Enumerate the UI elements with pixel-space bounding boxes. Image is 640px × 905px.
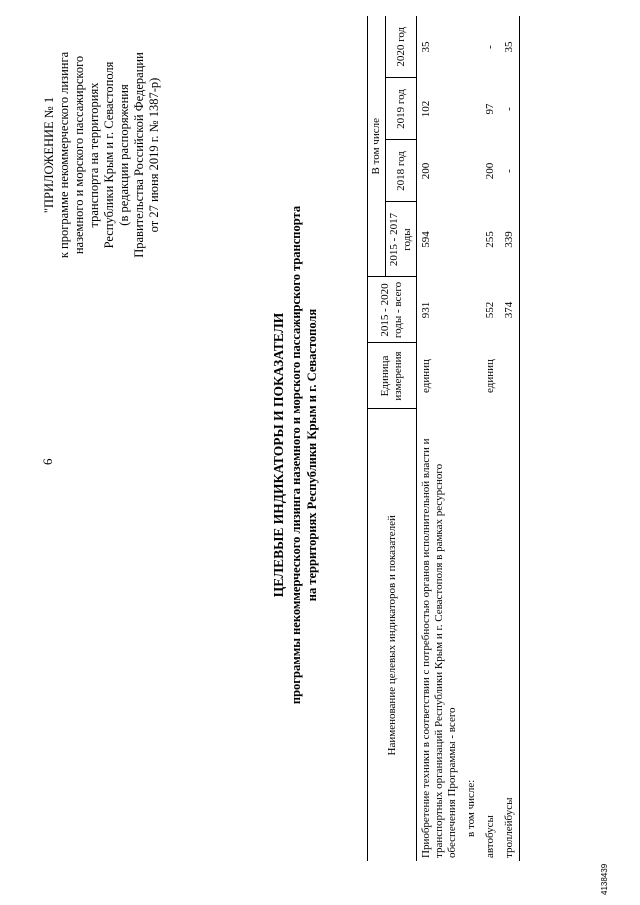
row-unit [462,343,481,409]
header-name: Наименование целевых индикаторов и показателей [368,409,417,861]
header-unit: Единица измерения [368,343,417,409]
document-title: ЦЕЛЕВЫЕ ИНДИКАТОРЫ И ПОКАЗАТЕЛИ [271,312,286,598]
row-name: Приобретение техники в соответствии с потребностью органов исполнительной власти и транспортных организаций Республики Крым и г. Севастополя в рамках ресурсного обеспечения Программы - всего [420,438,458,858]
row-total: 931 [420,301,432,319]
header-2020: 2020 год [386,16,417,78]
row-2019: 102 [420,100,432,118]
row-2019 [462,78,481,140]
document-subtitle-line: программы некоммерческого лизинга наземного и морского пассажирского транспорта [289,205,303,705]
row-2018: 200 [484,162,496,180]
header-2019: 2019 год [386,78,417,140]
title-block [270,95,320,815]
row-2020: 35 [420,41,432,53]
row-2019: 97 [484,103,496,115]
header-total: 2015 - 2020 годы - всего [368,277,417,343]
row-name: в том числе: [465,779,477,837]
appendix-line: Правительства Российской Федерации [132,52,146,258]
appendix-header [42,15,162,295]
row-2020 [462,16,481,78]
row-2020: - [484,45,496,49]
row-unit [500,343,520,409]
table-row [500,16,520,861]
row-2018: 200 [420,162,432,180]
row-2019: - [500,78,520,140]
appendix-line: (в редакции распоряжения [117,84,131,226]
appendix-line: наземного и морского пассажирского [72,55,86,255]
table-row [481,16,500,861]
document-code: 4138439 [600,863,609,895]
row-2015-2017: 339 [500,202,520,277]
row-2015-2017: 255 [484,231,496,248]
table-row [417,16,463,861]
row-2015-2017 [462,202,481,277]
appendix-line: к программе некоммерческого лизинга [57,51,71,259]
row-2018 [462,140,481,202]
row-unit: единиц [484,359,496,393]
row-name: автобусы [484,815,496,858]
row-name: троллейбусы [500,409,520,861]
indicators-table [367,16,520,861]
header-including: В том числе [368,16,386,277]
row-2020: 35 [500,16,520,78]
appendix-line: от 27 июня 2019 г. № 1387-р) [147,77,161,233]
page-number: 6 [40,458,55,465]
row-unit: единиц [420,359,432,393]
table-row [462,16,481,861]
appendix-line: транспорта на территориях [87,82,101,228]
row-total: 552 [484,301,496,319]
row-2015-2017: 594 [420,231,432,248]
appendix-line: Республики Крым и г. Севастополя [102,61,116,249]
row-total: 374 [500,277,520,343]
header-2018: 2018 год [386,140,417,202]
document-subtitle-line: на территориях Республики Крым и г. Севастополя [305,308,319,602]
header-2015-2017: 2015 - 2017 годы [386,202,417,277]
row-total [462,277,481,343]
row-2018: - [500,140,520,202]
appendix-line: "ПРИЛОЖЕНИЕ № 1 [42,96,56,214]
